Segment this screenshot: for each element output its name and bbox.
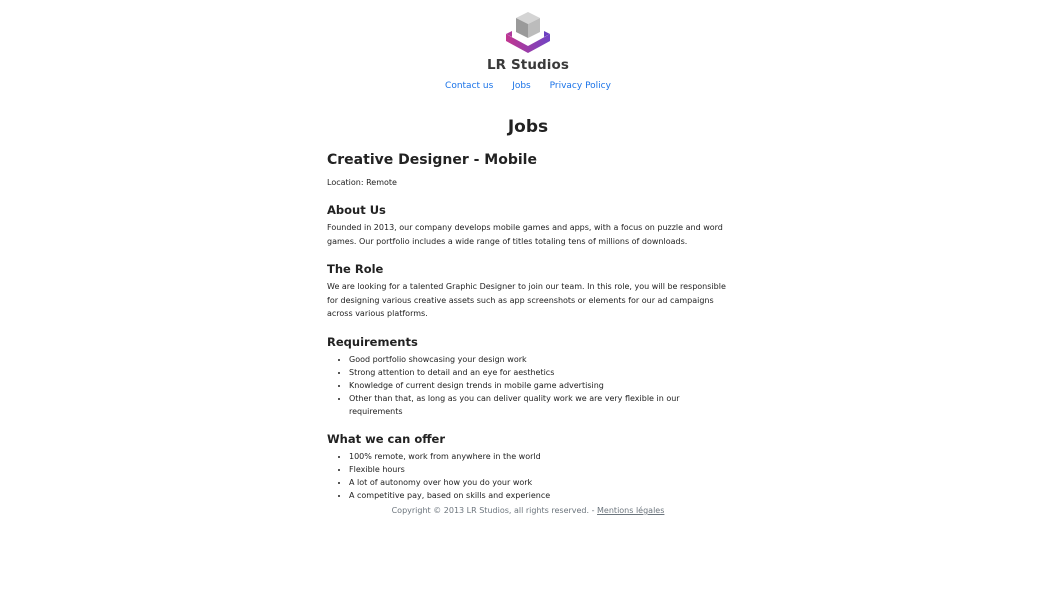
brand-name: LR Studios (486, 57, 570, 73)
legal-link[interactable]: Mentions légales (597, 506, 665, 515)
list-item: • A competitive pay, based on skills and experience (349, 489, 727, 502)
cube-logo-icon[interactable] (502, 10, 554, 54)
about-text: Founded in 2013, our company develops mobile games and apps, with a focus on puzzle and word games. Our portfolio includes a wide range of titles totaling tens of millions of downloads. (327, 223, 723, 246)
list-item: • Knowledge of current design trends in mobile game advertising (349, 379, 727, 392)
job-posting (327, 150, 727, 502)
top-nav (0, 80, 1056, 92)
list-item: • 100% remote, work from anywhere in the world (349, 450, 727, 463)
offer-list (327, 450, 727, 502)
copyright-text: Copyright © 2013 LR Studios, all rights reserved. - (391, 506, 598, 515)
page-title: Jobs (507, 117, 549, 137)
role-text: We are looking for a talented Graphic Designer to join our team. In this role, you will be responsible for designing various creative assets such as app screenshots or elements for our ad campaigns across various platforms. (327, 282, 726, 318)
requirements-list (327, 353, 727, 418)
job-location: Location: Remote (327, 178, 397, 187)
list-item: • Other than that, as long as you can deliver quality work we are very flexible in our requirements (349, 392, 727, 418)
site-footer (0, 505, 1056, 517)
nav-link-contact[interactable]: Contact us (445, 81, 494, 91)
list-item: • Strong attention to detail and an eye for aesthetics (349, 366, 727, 379)
list-item: • A lot of autonomy over how you do your work (349, 476, 727, 489)
list-item: • Flexible hours (349, 463, 727, 476)
nav-link-jobs[interactable]: Jobs (512, 81, 531, 91)
nav-link-privacy[interactable]: Privacy Policy (549, 81, 611, 91)
offer-heading: What we can offer (327, 431, 446, 446)
job-title: Creative Designer - Mobile (327, 152, 537, 168)
site-header (0, 10, 1056, 74)
requirements-heading: Requirements (327, 334, 418, 349)
list-item: • Good portfolio showcasing your design work (349, 353, 727, 366)
role-heading: The Role (327, 262, 384, 276)
about-heading: About Us (327, 203, 386, 217)
